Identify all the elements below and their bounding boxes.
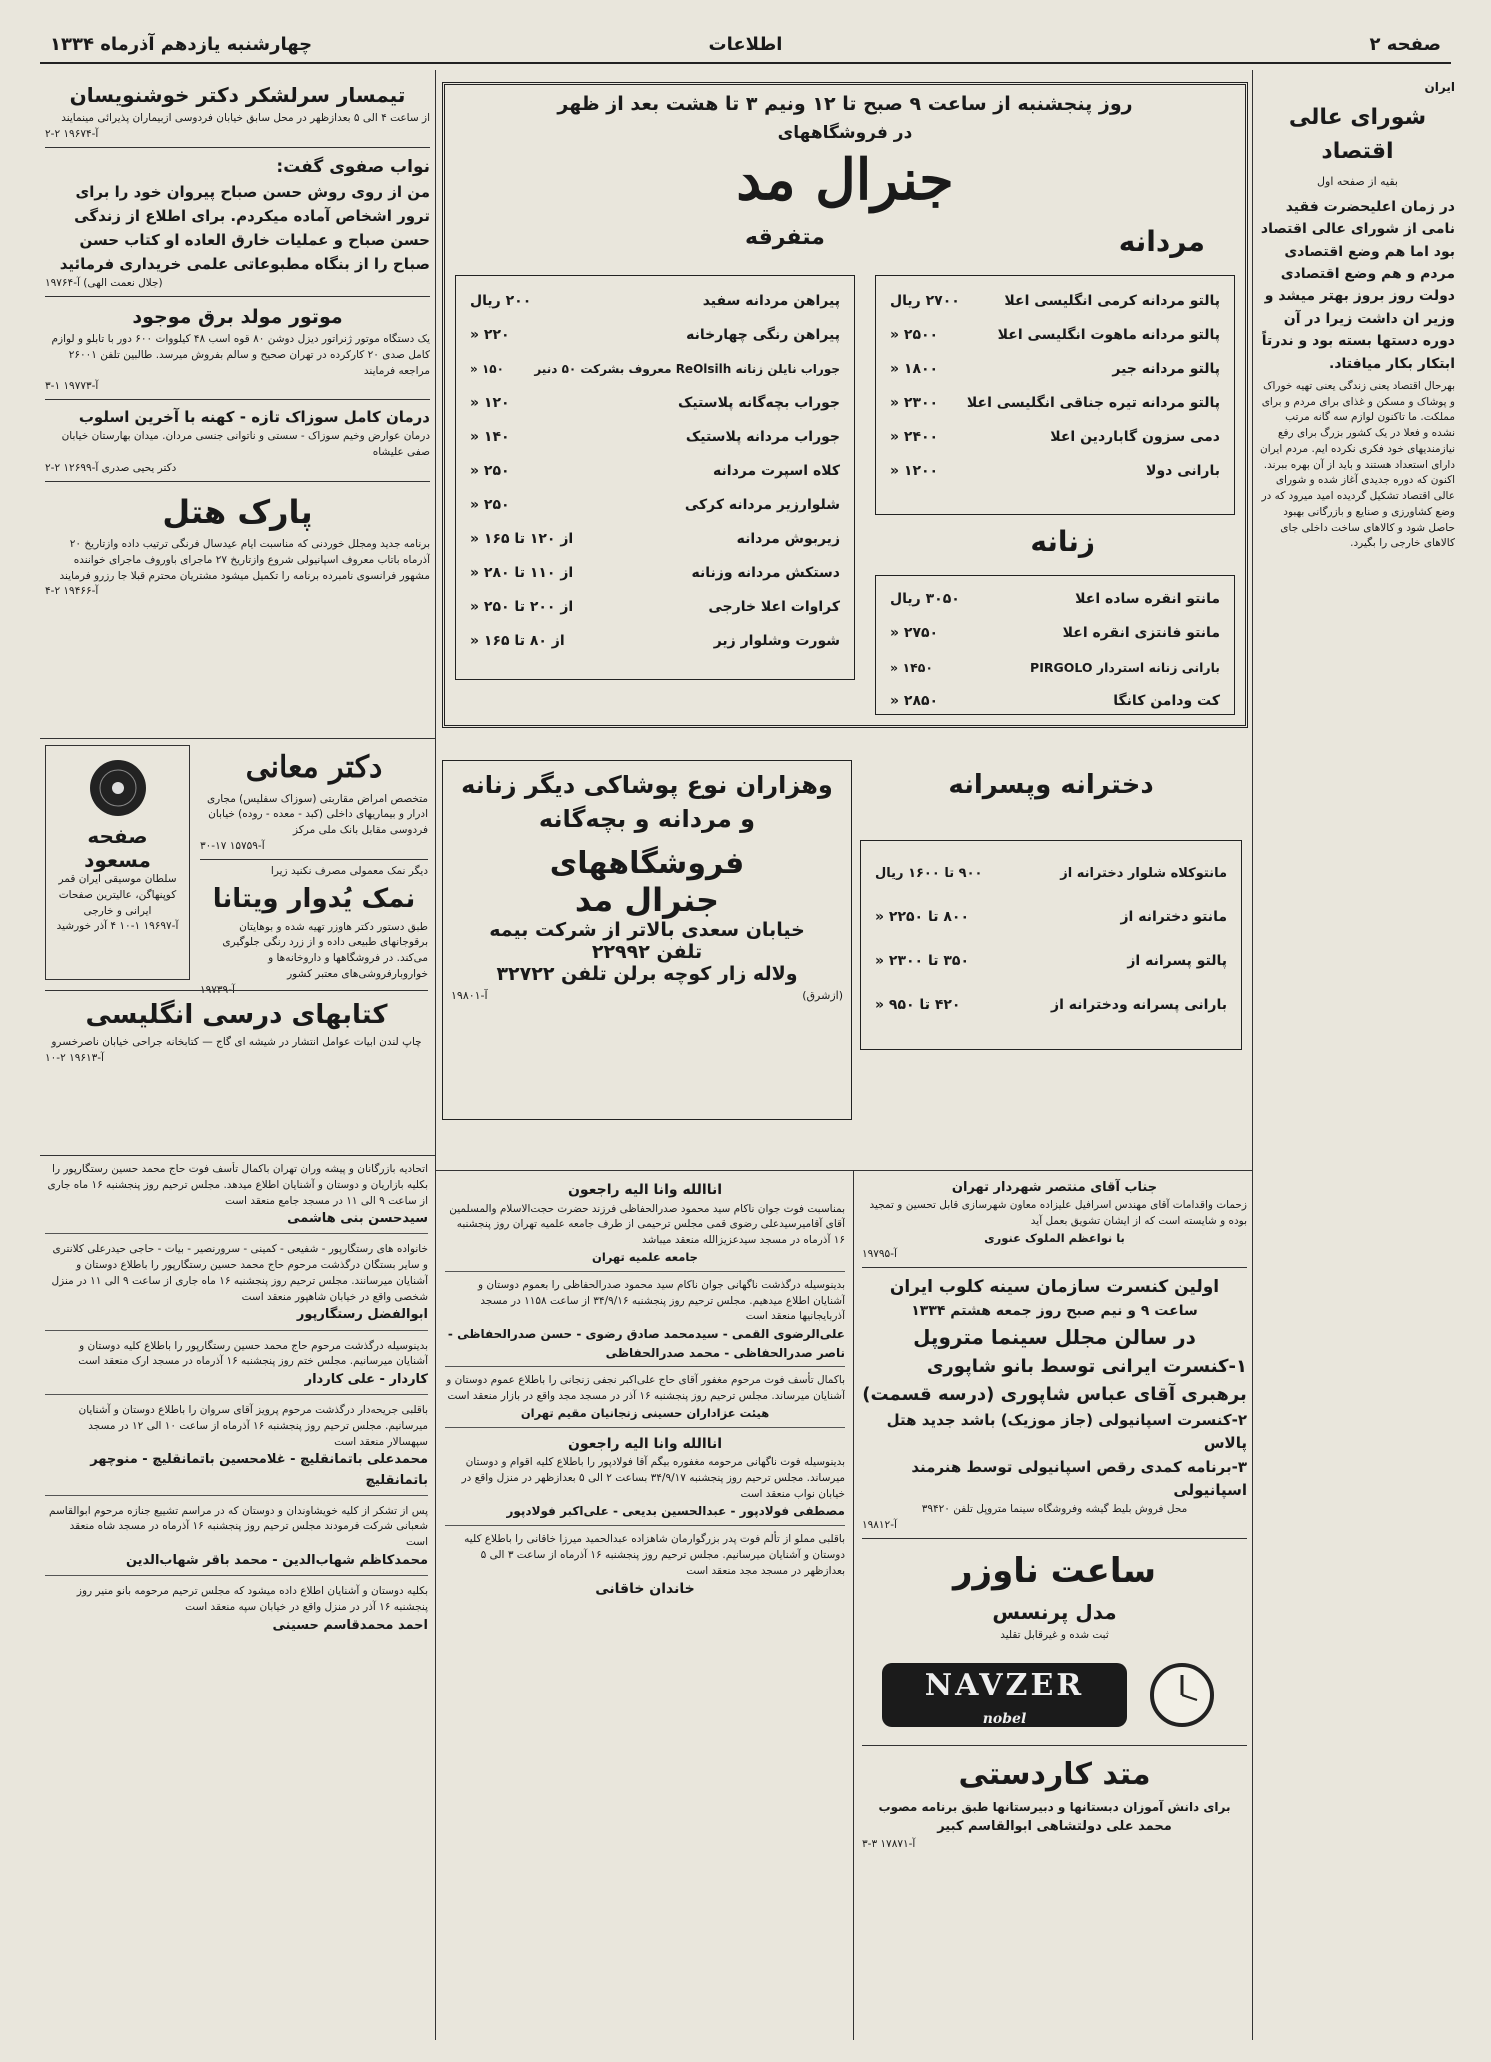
- gm-other-clothing: وهزاران نوع پوشاکی دیگر زنانه و مردانه و بچه‌گانه: [461, 771, 833, 833]
- record-disc-icon: [88, 758, 148, 818]
- course-text: برای دانش آموزان دبستانها و دبیرستانها طبق برنامه مصوب: [878, 1800, 1231, 1815]
- price-row: [470, 386, 840, 420]
- doctor-maani-ref: آ-۱۵۷۵۹ ۱۷-۳۰: [200, 839, 265, 852]
- thanks-ref: آ-۱۹۷۹۵: [862, 1248, 897, 1261]
- item-price: از ۸۰ تا ۱۶۵ «: [470, 633, 565, 649]
- price-row: [875, 851, 1227, 895]
- page-number: صفحه ۲: [1369, 34, 1441, 55]
- gm-misc-title: متفرقه: [745, 225, 825, 250]
- article-body: بهرحال اقتصاد یعنی زندگی یعنی تهیه خوراک و پوشاک و مسکن و غذای برای مردم و برای مملکت. ما تاکنون لوازم سه گانه مرتب نشده و فعلا در یک کشور بزرگ برای رفع نیازمندیهای خود فکری نکرده ایم. مردم ایران دارای استعداد هستند و باید از آن بهره ببرند. اکنون که دوره جدیدی آغاز شده و شورای عالی اقتصاد تشکیل گردیده امید میرود که در وضع کشاورزی و صنایع و بازرگانی بهبود حاصل شود و کالاهای ساخت داخلی جای کالاهای خارجی را بگیرد.: [1260, 379, 1455, 550]
- notice-sign: محمدعلی باتمانقلیچ - غلامحسین باتمانقلیچ - منوچهر باتمانقلیچ: [90, 1452, 428, 1488]
- ad-treatment: [45, 406, 430, 482]
- doctor-maani-text: متخصص امراض مقاربتی (سوزاک سفلیس) مجاری ادرار و بیماریهای داخلی (کبد - معده - روده) خیابان فردوسی مقابل بانک ملی مرکز: [206, 792, 428, 836]
- gm-kids-area: [860, 760, 1242, 1120]
- item-price: ۴۲۰ تا ۹۵۰ «: [875, 997, 961, 1013]
- paper-name: اطلاعات: [708, 34, 783, 55]
- price-row: [470, 522, 840, 556]
- notice: [445, 1434, 845, 1527]
- salt-ref: آ-۱۹۷۳۹: [200, 983, 235, 996]
- watch-title: ساعت ناوزر: [952, 1550, 1157, 1591]
- divider: [40, 738, 435, 739]
- gm-address-1: خیابان سعدی بالاتر از شرکت بیمه: [489, 919, 805, 942]
- gm-stores-brand: جنرال مد: [574, 881, 720, 920]
- left-notices: [45, 1162, 428, 2042]
- item-name: دستکش مردانه وزنانه: [691, 565, 840, 581]
- concert-time: ساعت ۹ و نیم صبح روز جمعه هشتم ۱۳۳۴: [911, 1302, 1198, 1319]
- item-price: ۸۰۰ تا ۲۲۵۰ «: [875, 909, 970, 925]
- gm-kids-title: دخترانه وپسرانه: [948, 770, 1154, 800]
- item-name: پالتو پسرانه از: [1127, 953, 1227, 969]
- course-authors: محمد علی دولتشاهی ابوالقاسم کبیر: [937, 1818, 1172, 1834]
- gm-ref: (ازشرق): [802, 989, 843, 1003]
- record-ad-frame: [240, 745, 425, 985]
- thanks-sign: با نواعظم الملوک عنوری: [984, 1230, 1125, 1245]
- item-name: کت ودامن کانگا: [1113, 693, 1220, 709]
- notice-sign: علی‌الرضوی القمی - سیدمحمد صادق رضوی - حسن صدرالحفاظی - ناصر صدرالحفاظی - محمد صدرالحفاظی: [447, 1327, 845, 1360]
- item-price: از ۲۰۰ تا ۲۵۰ «: [470, 599, 574, 615]
- salt-title: نمک یُدوار ویتانا: [212, 884, 416, 915]
- concert-item: ۲-کنسرت اسپانیولی (جاز موزیک) باشد جدید هتل پالاس: [886, 1411, 1247, 1453]
- price-row: [875, 895, 1227, 939]
- item-name: پیراهن رنگی چهارخانه: [686, 327, 840, 343]
- notice-sign: احمد محمدقاسم حسینی: [272, 1617, 428, 1633]
- gm-footer: [451, 989, 843, 1002]
- continued-note: بقیه از صفحه اول: [1317, 174, 1398, 188]
- books-ad: [45, 990, 428, 1155]
- concert-item: ۳-برنامه کمدی رقص اسپانیولی توسط هنرمند اسپانیولی: [911, 1457, 1247, 1499]
- ad-generator: [45, 303, 430, 400]
- item-price: از ۱۱۰ تا ۲۸۰ «: [470, 565, 574, 581]
- item-price: ۲۴۰۰ «: [890, 429, 939, 445]
- item-name: مانتو انقره ساده اعلا: [1075, 591, 1220, 607]
- item-price: ۲۵۰۰ «: [890, 327, 939, 343]
- record-text: سلطان موسیقی ایران قمر کوپنهاگن، عالیترین صفحات ایرانی و خارجی: [58, 873, 177, 917]
- notice: [45, 1242, 428, 1330]
- gm-phone-1: تلفن ۲۲۹۹۲: [591, 941, 703, 964]
- notice-sign: سیدحسن بنی هاشمی: [287, 1211, 428, 1227]
- item-name: بارانی دولا: [1146, 463, 1220, 479]
- item-price: ۲۷۰۰ ریال: [890, 293, 960, 309]
- ad-title: درمان کامل سوزاک تازه - کهنه با آخرین اسلوب: [78, 408, 430, 427]
- item-name: پالتو مردانه کرمی انگلیسی اعلا: [1004, 293, 1220, 309]
- item-price: ۲۲۰ «: [470, 327, 510, 343]
- gm-mens-title: مردانه: [1118, 225, 1205, 258]
- doctor-maani-title: دکتر معانی: [245, 750, 383, 785]
- ad-ref: آ-۱۹۶۷۴ ۲-۲: [45, 127, 99, 140]
- ad-title: نواب صفوی گفت:: [276, 156, 430, 177]
- navzer-banner: [882, 1663, 1127, 1727]
- notice: [445, 1278, 845, 1367]
- record-ref: آ-۱۹۶۹۷ ۱-۱۰ ۴ آذر خورشید: [56, 920, 179, 933]
- center-notices: [445, 1180, 845, 2040]
- salt-text: طبق دستور دکتر هاوزر تهیه شده و بوهایتان برقوجانهای طبیعی داده و از زرد رنگی جلوگیری می‌کند. در فروشگاهها و داروخانه‌ها و خواروبارفروشی‌های معتبر کشور: [222, 920, 428, 980]
- notice-text: باقلبی جریحه‌دار درگذشت مرحوم پرویز آقای سروان را باطلاع دوستان و آشنایان میرسانیم. مجلس ترحیم روز پنجشنبه ۱۶ آذرماه از ساعت ۱۰ الی ۱۲ در مسجد سپهسالار منعقد است: [78, 1404, 428, 1448]
- item-name: کراوات اعلا خارجی: [708, 599, 840, 615]
- notice-title: اناالله وانا الیه راجعون: [567, 1435, 723, 1452]
- notice: [45, 1504, 428, 1576]
- item-price: ۲۸۵۰ «: [890, 693, 939, 709]
- notice-text: بکلیه دوستان و آشنایان اطلاع داده میشود که مجلس ترحیم مرحومه بانو منیر روز پنجشنبه ۱۶ آذر در منزل واقع در خیابان سپه منعقد است: [76, 1585, 428, 1613]
- concert-title: اولین کنسرت سازمان سینه کلوب ایران: [889, 1277, 1220, 1298]
- divider: [435, 1170, 1252, 1171]
- salt-pre: دیگر نمک معمولی مصرف نکنید زیرا: [270, 864, 428, 877]
- item-name: بارانی پسرانه ودخترانه از: [1051, 997, 1227, 1013]
- ad-doctor-khoshnevisan: [45, 80, 430, 148]
- item-name: جوراب بچه‌گانه پلاستیک: [678, 395, 840, 411]
- article-lead: در زمان اعلیحضرت فقید نامی از شورای عالی اقتصاد بود اما هم وضع اقتصادی مردم و هم وضع اقتصادی دولت روز بروز بهتر میشد و وزیر ان داشت زیرا در آن دوره دستها بسته بود و ندرتاً ابتکار بکار میافتاد.: [1260, 198, 1455, 372]
- price-row: [890, 318, 1220, 352]
- general-mode-ad: [442, 82, 1248, 728]
- item-name: مانتو دخترانه از: [1120, 909, 1227, 925]
- item-name: شورت وشلوار زیر: [713, 633, 840, 649]
- concert-item: برهبری آقای عباس شاپوری (درسه قسمت): [862, 1384, 1247, 1406]
- concert-item: ۱-کنسرت ایرانی توسط بانو شاپوری: [926, 1356, 1247, 1378]
- price-row: [890, 454, 1220, 488]
- gm-code: آ-۱۹۸۰۱: [451, 989, 488, 1003]
- price-row: [470, 624, 840, 658]
- gm-schedule: روز پنجشنبه از ساعت ۹ صبح تا ۱۲ ونیم ۳ تا هشت بعد از ظهر: [557, 93, 1133, 115]
- price-row: [470, 420, 840, 454]
- ad-park-hotel: [45, 488, 430, 601]
- item-price: از ۱۲۰ تا ۱۶۵ «: [470, 531, 574, 547]
- price-row: [470, 318, 840, 352]
- watch-note: ثبت شده و غیرقابل تقلید: [1000, 1629, 1109, 1642]
- gm-mens-box: [875, 275, 1235, 515]
- notice: [445, 1180, 845, 1272]
- notice: [445, 1373, 845, 1427]
- page-header: [40, 28, 1451, 64]
- ad-ref: (جلال نعمت الهی) آ-۱۹۷۶۴: [45, 276, 163, 289]
- item-name: دمی سزون گاباردین اعلا: [1050, 429, 1220, 445]
- item-name: جوراب نایلن زنانه ReOlsilh معروف بشرکت ۵۰ دنیر: [534, 362, 840, 376]
- item-price: ۲۰۰ ریال: [470, 293, 532, 309]
- watch-brand: NAVZER: [924, 1667, 1085, 1703]
- concert-venue: در سالن مجلل سینما متروپل: [913, 1325, 1196, 1350]
- divider: [40, 1155, 435, 1156]
- watch-icon: [1142, 1655, 1222, 1735]
- item-name: شلوارزیر مردانه کرکی: [684, 497, 840, 513]
- item-price: ۱۲۰ «: [470, 395, 510, 411]
- thanks-notice: [862, 1178, 1247, 1268]
- gm-brand: جنرال مد: [736, 147, 954, 213]
- notice-sign: ابوالفضل رستگارپور: [296, 1307, 428, 1323]
- left-ads-column: [45, 80, 430, 770]
- price-row: [470, 556, 840, 590]
- notice-text: خانواده های رستگارپور - شفیعی - کمینی - سرورنصیر - بیات - حاجی حیدرعلی کلانتری و سایر بستگان درگذشت مرحوم حاج محمد حسین رستگارپور را باطلاع دوستان و آشنایان میرسانند. مجلس ترحیم روز پنجشنبه ۱۶ ماه جاری از ساعت ۹ الی ۱۱ در منزل شخصی واقع در خیابان شاهپور منعقد است: [51, 1243, 428, 1303]
- item-price: ۲۵۰ «: [470, 463, 510, 479]
- price-row: [890, 616, 1220, 650]
- column-rule: [1252, 70, 1253, 2040]
- item-name: زیربوش مردانه: [736, 531, 840, 547]
- ad-ref: دکتر یحیی صدری آ-۱۲۶۹۹ ۲-۲: [45, 461, 177, 474]
- item-name: بارانی زنانه استردار PIRGOLO: [1030, 659, 1220, 675]
- price-row: [470, 284, 840, 318]
- gm-kids-box: [860, 840, 1242, 1050]
- item-price: ۳۰۵۰ ریال: [890, 591, 960, 607]
- notice-text: بدینوسیله درگذشت مرحوم حاج محمد حسین رستگارپور را باطلاع کلیه دوستان و آشنایان میرسانیم. مجلس ختم روز پنجشنبه ۱۶ آذرماه در مسجد ارک منعقد است: [78, 1339, 428, 1368]
- thanks-title: جناب آقای منتصر شهردار تهران: [951, 1180, 1158, 1195]
- notice-sign: جامعه علمیه تهران: [592, 1249, 698, 1264]
- item-price: ۲۳۰۰ «: [890, 395, 939, 411]
- issue-date: چهارشنبه یازدهم آذرماه ۱۳۳۴: [50, 34, 313, 55]
- notice: [445, 1532, 845, 1601]
- record-title: صفحه مسعود: [84, 824, 151, 872]
- navzer-watch-ad: [862, 1545, 1247, 1746]
- right-bottom-ads: [862, 1178, 1247, 2040]
- item-name: مانتو فانتزی انقره اعلا: [1062, 625, 1220, 641]
- notice-text: اتحادیه بازرگانان و پیشه وران تهران باکمال تأسف فوت حاج محمد حسین رستگارپور را بکلیه بازاریان و دوستان و آشنایان اطلاع میدهد. مجلس ترحیم روز پنجشنبه ۱۶ ماه جاری از ساعت ۹ الی ۱۱ در مسجد جامع منعقد است: [47, 1163, 428, 1207]
- notice-sign: هیئت عزاداران حسینی زنجانیان مقیم تهران: [520, 1405, 770, 1420]
- ad-title: پارک هتل: [162, 492, 313, 531]
- item-price: ۹۰۰ تا ۱۶۰۰ ریال: [875, 865, 983, 881]
- ad-text: من از روی روش حسن صباح پیروان خود را برای ترور اشخاص آماده میکردم. برای اطلاع از زندگی حسن صباح و عملیات خارق العاده او کتاب حسن صباح را از بنگاه مطبوعاتی علمی خریداری فرمائید: [59, 182, 430, 273]
- item-price: ۱۵۰ «: [470, 362, 504, 376]
- price-row: [890, 284, 1220, 318]
- watch-model: nobel: [982, 1711, 1027, 1728]
- item-name: جوراب مردانه پلاستیک: [685, 429, 840, 445]
- gm-in-stores: در فروشگاههای: [777, 123, 913, 143]
- column-rule: [435, 70, 436, 2040]
- price-row: [890, 386, 1220, 420]
- course-ref: آ-۱۷۸۷۱ ۳-۳: [862, 1837, 916, 1850]
- price-row: [890, 420, 1220, 454]
- notice-title: اناالله وانا الیه راجعون: [567, 1182, 723, 1198]
- course-title: متد کاردستی: [958, 1756, 1151, 1792]
- ad-text: درمان عوارض وخیم سوزاک - سستی و ناتوانی جنسی مردان. میدان بهارستان خیابان صفی علیشاه: [61, 430, 430, 459]
- price-row: [875, 939, 1227, 983]
- concert-ref: آ-۱۹۸۱۲: [862, 1518, 897, 1531]
- right-column: [1260, 78, 1455, 2038]
- notice-text: پس از تشکر از کلیه خویشاوندان و دوستان که در مراسم تشییع جنازه مرحوم ابوالقاسم شعبانی شرکت فرمودند مجلس ترحیم روز پنجشنبه ۱۶ آذرماه در مسجد شاه منعقد است: [48, 1504, 428, 1549]
- item-name: پیراهن مردانه سفید: [702, 293, 840, 309]
- ad-text: برنامه جدید ومجلل خوردنی که مناسبت ایام عیدسال فرنگی ترتیب داده وازتاریخ ۲۰ آذرماه باتاب معروف اسپانیولی شروع وازتاریخ ۲۷ ماجرای باوروف ماجرای خواننده مشهور فرانسوی نامبرده برنامه را تکمیل میشود مشتریان محترم قبلا جا رزرو فرمایند: [59, 538, 430, 582]
- books-ref: آ-۱۹۶۱۳ ۲-۱۰: [45, 1052, 104, 1065]
- price-row: [875, 983, 1227, 1027]
- ad-text: یک دستگاه موتور ژنراتور دیزل دوشن ۸۰ قوه اسب ۴۸ کیلووات ۶۰۰ دور با تابلو و لوازم کامل صدی ۲۰ کارکرده در تهران صحیح و سالم بفروش میرسد. طالبین تلفن ۲۶۰۰۱ مراجعه فرمایند: [51, 333, 430, 377]
- item-price: ۲۷۵۰ «: [890, 625, 939, 641]
- ad-hasan-sabbah-book: [45, 154, 430, 297]
- record-ad: [45, 745, 190, 980]
- price-row: [890, 352, 1220, 386]
- ad-ref: آ-۱۹۴۶۶ ۲-۴: [45, 585, 99, 598]
- course-ad: [862, 1752, 1247, 1853]
- notice-text: بدینوسیله فوت ناگهانی مرحومه مغفوره بیگم آقا فولادپور را باطلاع کلیه اقوام و دوستان میرساند. مجلس ترحیم روز پنجشنبه ۳۴/۹/۱۷ بساعت ۲ الی ۵ بعدازظهر در منزل واقع در خیابان نواب منعقد است: [461, 1456, 845, 1500]
- price-row: [890, 650, 1220, 684]
- item-price: ۱۲۰۰ «: [890, 463, 939, 479]
- notice-sign: کاردار - علی کاردار: [304, 1372, 428, 1388]
- price-row: [470, 454, 840, 488]
- ad-title: تیمسار سرلشکر دکتر خوشنویسان: [69, 83, 406, 107]
- notice: [45, 1584, 428, 1636]
- books-text: چاپ لندن ابیات عوامل انتشار در شیشه ای گاج — کتابخانه جراحی خیابان ناصرخسرو: [51, 1036, 422, 1049]
- section-label: ایران: [1424, 80, 1455, 94]
- notice-text: باقلبی مملو از تألم فوت پدر بزرگوارمان شاهزاده عبدالحمید میرزا خاقانی را باطلاع کلیه دوستان و آشنایان میرسانیم. مجلس ترحیم روز پنجشنبه ۱۶ آذرماه از ساعت ۳ الی ۵ بعدازظهر در مسجد مجد منعقد است: [464, 1533, 845, 1577]
- item-name: پالتو مردانه جیر: [1112, 361, 1220, 377]
- gm-misc-box: [455, 275, 855, 680]
- ad-ref: آ-۱۹۷۷۳ ۱-۳: [45, 380, 99, 393]
- gm-womens-box: [875, 575, 1235, 715]
- notice-text: بمناسبت فوت جوان ناکام سید محمود صدرالحفاظی فرزند حضرت حجت‌الاسلام والمسلمین آقای آقامیرسیدعلی رضوی قمی مجلس ترحیمی از طرف جامعه علمیه تهران روز پنجشنبه ۱۶ آذرماه در مسجد سیدعزیزالله منعقد میباشد: [449, 1202, 845, 1247]
- thanks-text: زحمات واقدامات آقای مهندس اسرافیل علیزاده معاون شهرسازی قابل تحسین و تمجید بوده و شایسته است که از ایشان تشویق بعمل آید: [869, 1199, 1247, 1227]
- notice-sign: محمدکاظم شهاب‌الدین - محمد باقر شهاب‌الدین: [125, 1552, 428, 1568]
- gm-womens-title: زنانه: [1030, 525, 1095, 558]
- books-title: کتابهای درسی انگلیسی: [85, 1000, 388, 1030]
- price-row: [470, 590, 840, 624]
- ad-title: موتور مولد برق موجود: [132, 305, 343, 328]
- gm-stores-box: [442, 760, 852, 1120]
- article-title: شورای عالی اقتصاد: [1288, 104, 1427, 164]
- item-name: پالتو مردانه تیره جناقی انگلیسی اعلا: [966, 395, 1220, 411]
- item-name: پالتو مردانه ماهوت انگلیسی اعلا: [997, 327, 1220, 343]
- price-row: [890, 684, 1220, 718]
- notice-text: باکمال تأسف فوت مرحوم مغفور آقای حاج علی‌اکبر نجفی زنجانی را باطلاع عموم دوستان و آشنایان میرساند. مجلس ترحیم روز پنجشنبه ۱۶ آذر در مسجد مجد واقع در بازار منعقد است: [446, 1374, 845, 1402]
- price-row: [470, 488, 840, 522]
- ad-text: از ساعت ۴ الی ۵ بعدازظهر در محل سابق خیابان فردوسی ازبیماران پذیرائی مینمایند: [61, 112, 430, 124]
- gm-address-2: ولاله زار کوچه برلن تلفن ۳۲۷۲۲: [496, 963, 798, 986]
- notice: [45, 1162, 428, 1234]
- notice: [45, 1403, 428, 1496]
- price-row: [470, 352, 840, 386]
- item-price: ۲۵۰ «: [470, 497, 510, 513]
- item-price: ۳۵۰ تا ۲۳۰۰ «: [875, 953, 970, 969]
- concert-ad: [862, 1274, 1247, 1538]
- notice-sign: مصطفی فولادپور - عبدالحسین بدیعی - علی‌اکبر فولادپور: [506, 1504, 845, 1519]
- notice: [45, 1339, 428, 1396]
- watch-subtitle: مدل پرنسس: [992, 1600, 1117, 1625]
- item-price: ۱۴۵۰ «: [890, 659, 933, 675]
- price-row: [890, 582, 1220, 616]
- concert-tickets: محل فروش بلیط گیشه وفروشگاه سینما متروپل تلفن ۳۹۴۲۰: [921, 1503, 1188, 1516]
- item-price: ۱۴۰ «: [470, 429, 510, 445]
- item-name: کلاه اسپرت مردانه: [713, 463, 840, 479]
- notice-sign: خاندان خاقانی: [595, 1581, 695, 1598]
- item-price: ۱۸۰۰ «: [890, 361, 939, 377]
- gm-stores-title: فروشگاههای: [549, 846, 745, 882]
- notice-text: بدینوسیله درگذشت ناگهانی جوان ناکام سید محمود صدرالحفاظی را بعموم دوستان و آشنایان اطلاع میدهیم. مجلس ترحیم روز پنجشنبه ۳۴/۹/۱۶ از ساعت ۱۱۵۸ در مسجد آذربایجانیها منعقد است: [477, 1278, 845, 1323]
- column-rule: [853, 1170, 854, 2040]
- item-name: مانتوکلاه شلوار دخترانه از: [1060, 865, 1227, 881]
